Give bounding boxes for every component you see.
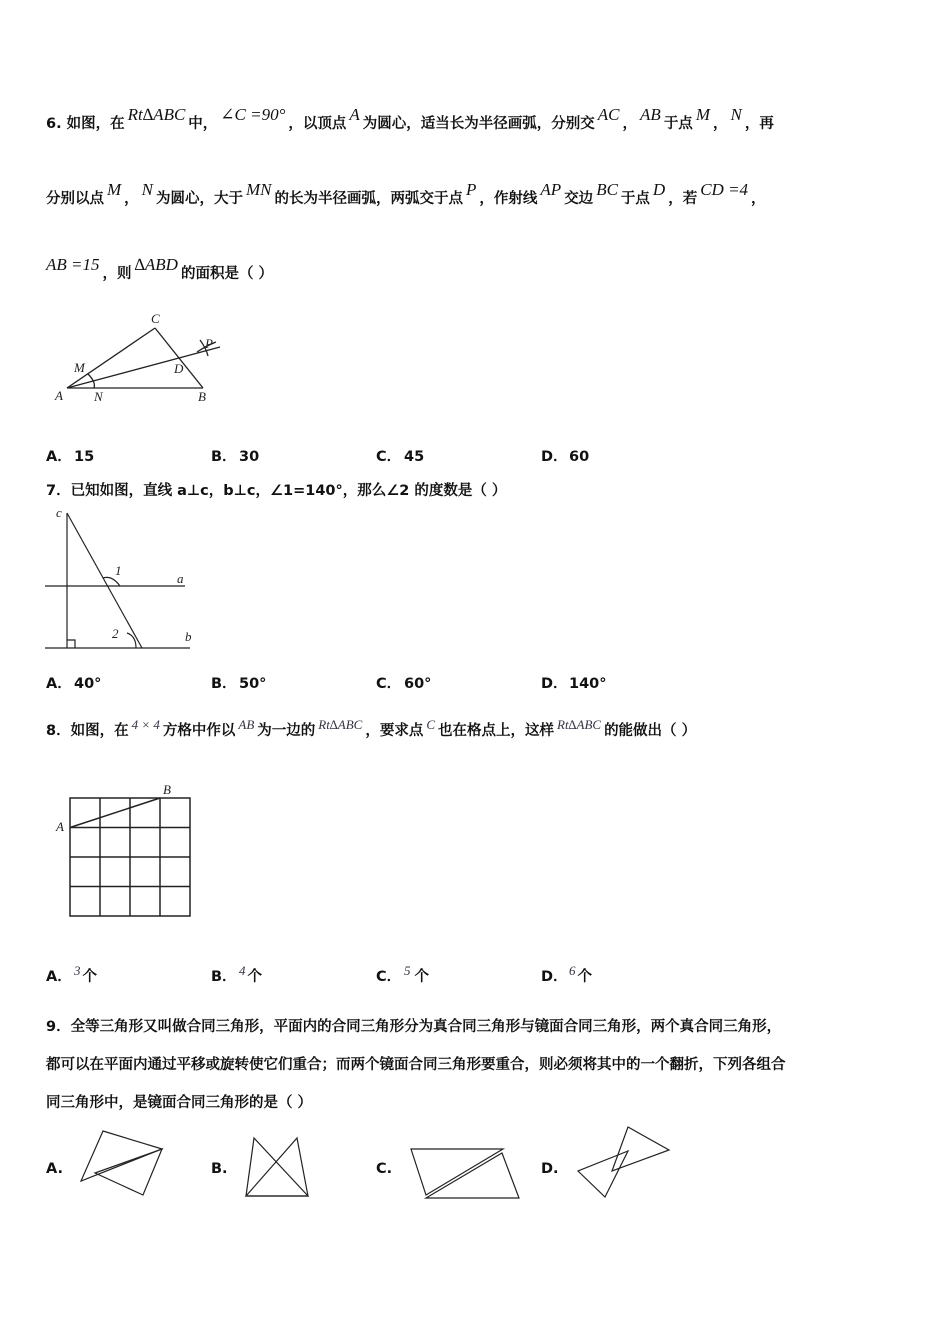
q8-option-a[interactable]: A． 3 个 [46, 963, 97, 985]
q8-text: 8．如图，在 4 × 4 方格中作以 AB 为一边的 Rt∆ABC ，要求点 C 也在格点上，这样 Rt∆ABC 的能做出（ ） [46, 717, 697, 739]
q9-figure-b [238, 1130, 318, 1205]
q7-parallel-lines-figure [40, 503, 210, 658]
q9-line-2: 都可以在平面内通过平移或旋转使它们重合；而两个镜面合同三角形要重合，则必须将其中的一个翻折，下列各组合 [46, 1057, 786, 1073]
q6-triangle-figure [50, 308, 230, 408]
fig9b-triangle-2 [246, 1138, 308, 1196]
q6-option-a[interactable]: A． 15 [46, 449, 95, 465]
q7-option-c[interactable]: C． 60° [376, 676, 432, 692]
q8-option-d[interactable]: D．6 个 [541, 963, 592, 985]
q9-figure-a [76, 1125, 171, 1200]
fig6-label-m: M [74, 360, 85, 375]
fig6-label-b: B [198, 389, 206, 404]
fig7-label-a: a [177, 571, 184, 586]
fig7-label-b: b [185, 629, 192, 644]
q6-option-d[interactable]: D．60 [541, 449, 590, 465]
fig9c-triangle-2 [426, 1153, 519, 1198]
q7-option-a[interactable]: A． 40° [46, 676, 102, 692]
q7-option-d[interactable]: D．140° [541, 676, 607, 692]
q6-option-c[interactable]: C． 45 [376, 449, 425, 465]
fig9d-triangle-1 [612, 1127, 669, 1171]
q8-option-b[interactable]: B． 4 个 [211, 963, 262, 985]
fig6-label-a: A [55, 388, 63, 403]
fig6-label-n: N [94, 389, 103, 404]
segment-ab [70, 798, 160, 828]
ray-ap [67, 347, 220, 388]
q9-option-d[interactable]: D. [541, 1161, 559, 1177]
q6-option-b[interactable]: B． 30 [211, 449, 260, 465]
q9-figure-d [572, 1121, 677, 1203]
q9-option-a[interactable]: A. [46, 1161, 63, 1177]
fig6-label-d: D [174, 361, 184, 376]
q9-option-c[interactable]: C. [376, 1161, 393, 1177]
fig7-label-c: c [56, 505, 62, 520]
q9-option-b[interactable]: B. [211, 1161, 228, 1177]
q6-line-3: AB =15 ，则 ∆ABD 的面积是（ ） [46, 255, 274, 282]
fig6-label-p: P [205, 336, 213, 351]
fig8-label-b: B [163, 782, 171, 797]
right-angle-mark [67, 640, 75, 648]
fig8-label-a: A [56, 819, 64, 834]
q6-line-1: 6. 如图，在 Rt∆ABC 中， ∠C =90° ，以顶点 A 为圆心，适当长为半径画弧，分别交 AC ， AB 于点 M ， N ，再 [46, 105, 774, 132]
fig9d-triangle-2 [578, 1151, 628, 1197]
q8-grid-figure [50, 780, 200, 920]
q9-figure-c [405, 1143, 530, 1205]
fig7-label-1: 1 [115, 563, 122, 578]
fig7-label-2: 2 [112, 626, 119, 641]
fig9c-triangle-1 [411, 1149, 503, 1195]
transversal [67, 513, 142, 648]
fig9a-triangle-1 [81, 1131, 162, 1181]
fig6-label-c: C [151, 311, 160, 326]
q7-option-b[interactable]: B． 50° [211, 676, 267, 692]
q6-line-2: 分别以点 M ， N 为圆心，大于 MN 的长为半径画弧，两弧交于点 P ，作射线 AP 交边 BC 于点 D ，若 CD =4 ， [46, 180, 766, 207]
segment-ac [67, 328, 155, 388]
q9-line-3: 同三角形中，是镜面合同三角形的是（ ） [46, 1095, 313, 1111]
math-rt-abc: Rt∆ABC [127, 105, 186, 124]
math-angle-c: ∠C =90° [220, 105, 286, 124]
q9-line-1: 9．全等三角形又叫做合同三角形，平面内的合同三角形分为真合同三角形与镜面合同三角形，两个真合同三角形， [46, 1019, 782, 1035]
q8-option-c[interactable]: C． 5 个 [376, 963, 429, 985]
q7-text: 7．已知如图，直线 a⊥c，b⊥c，∠1=140°，那么∠2 的度数是（ ） [46, 483, 507, 499]
